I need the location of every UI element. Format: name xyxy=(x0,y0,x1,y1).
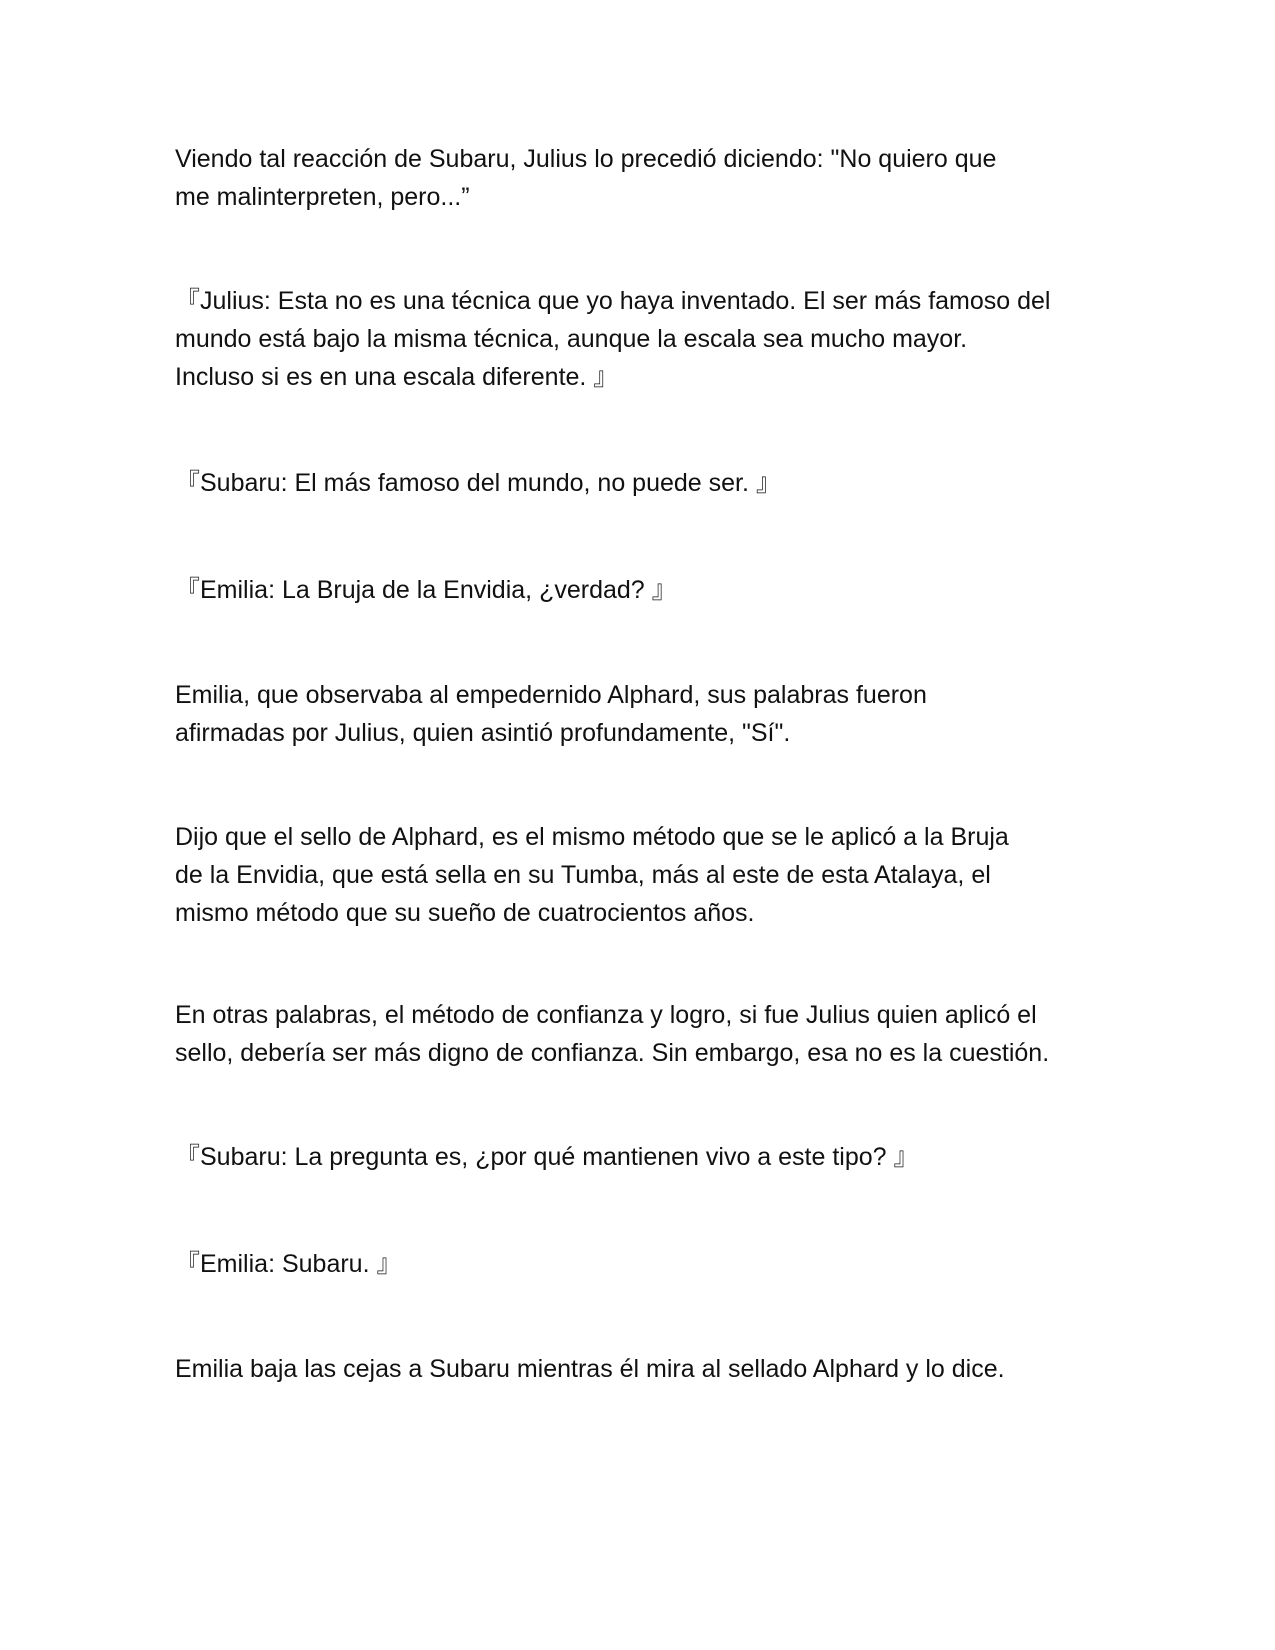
paragraph-dialogue-emilia xyxy=(175,571,1095,609)
text-line: En otras palabras, el método de confianza y logro, si fue Julius quien aplicó el xyxy=(175,1001,1037,1029)
text-line: Emilia baja las cejas a Subaru mientras él mira al sellado Alphard y lo dice. xyxy=(175,1355,1005,1383)
text-line: 『Emilia: Subaru. 』 xyxy=(175,1250,402,1278)
paragraph-narration xyxy=(175,996,1095,1072)
text-line: afirmadas por Julius, quien asintió profundamente, "Sí". xyxy=(175,719,791,747)
text-line: 『Julius: Esta no es una técnica que yo haya inventado. El ser más famoso del xyxy=(175,287,1051,315)
paragraph-dialogue-subaru xyxy=(175,1138,1095,1176)
text-line: Dijo que el sello de Alphard, es el mismo método que se le aplicó a la Bruja xyxy=(175,823,1009,851)
paragraph-narration xyxy=(175,676,1095,752)
text-line: me malinterpreten, pero...” xyxy=(175,183,470,211)
text-line: Incluso si es en una escala diferente. 』 xyxy=(175,363,619,391)
paragraph-dialogue-emilia xyxy=(175,1245,1095,1283)
paragraph-narration xyxy=(175,1350,1095,1388)
text-line: 『Subaru: El más famoso del mundo, no puede ser. 』 xyxy=(175,469,781,497)
text-line: mismo método que su sueño de cuatrocientos años. xyxy=(175,899,755,927)
text-line: mundo está bajo la misma técnica, aunque la escala sea mucho mayor. xyxy=(175,325,968,353)
text-line: Viendo tal reacción de Subaru, Julius lo precedió diciendo: "No quiero que xyxy=(175,145,997,173)
paragraph-narration xyxy=(175,818,1095,932)
paragraph-narration xyxy=(175,140,1095,216)
paragraph-dialogue-subaru xyxy=(175,464,1095,502)
text-line: 『Emilia: La Bruja de la Envidia, ¿verdad? 』 xyxy=(175,576,677,604)
text-line: sello, debería ser más digno de confianza. Sin embargo, esa no es la cuestión. xyxy=(175,1039,1050,1067)
text-line: Emilia, que observaba al empedernido Alphard, sus palabras fueron xyxy=(175,681,927,709)
text-line: de la Envidia, que está sella en su Tumba, más al este de esta Atalaya, el xyxy=(175,861,991,889)
paragraph-dialogue-julius xyxy=(175,282,1095,396)
text-line: 『Subaru: La pregunta es, ¿por qué mantienen vivo a este tipo? 』 xyxy=(175,1143,919,1171)
